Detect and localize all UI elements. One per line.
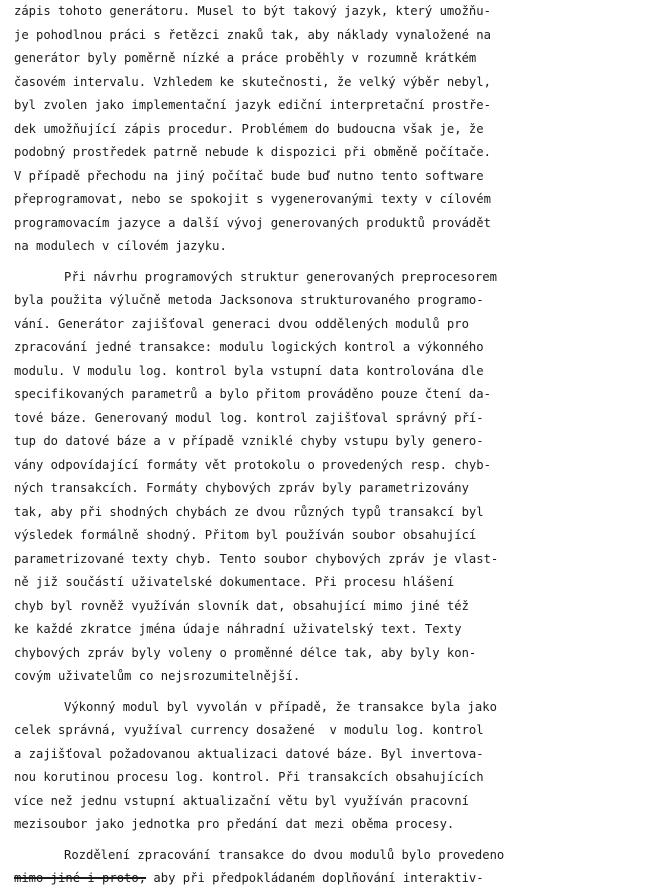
text-line: je pohodlnou práci s řetězci znaků tak, aby náklady vynaložené na [14,27,491,42]
text-line: vání. Generátor zajišťoval generaci dvou oddělených modulů pro [14,316,469,331]
text-line: časovém intervalu. Vzhledem ke skutečnosti, že velký výběr nebyl, [14,74,491,89]
text-line: a zajišťoval požadovanou aktualizaci datové báze. Byl invertova- [14,746,484,761]
text-line: byla použita výlučně metoda Jacksonova strukturovaného programo- [14,293,484,307]
text-line: byl zvolen jako implementační jazyk ediční interpretační prostře- [14,98,491,112]
paragraph-2 [14,266,641,689]
text-line: dek umožňující zápis procedur. Problémem do budoucna však je, že [14,121,484,136]
text-line: V případě přechodu na jiný počítač bude buď nutno tento software [14,168,484,183]
text-line: generátor byly poměrně nízké a práce proběhly v rozumně krátkém [14,51,477,65]
text-line: mezisoubor jako jednotka pro předání dat mezi oběma procesy. [14,817,455,831]
text-line: chybových zpráv byly voleny o proměnné délce tak, aby byly kon- [14,645,477,660]
text-line: vány odpovídající formáty vět protokolu o provedených resp. chyb- [14,457,491,472]
text-line: Rozdělení zpracování transakce do dvou modulů bylo provedeno [64,847,505,862]
text-line: ných transakcích. Formáty chybových zpráv byly parametrizovány [14,481,469,495]
text-line: zpracování jedné transakce: modulu logických kontrol a výkonného [14,340,484,354]
text-line: zápis tohoto generátoru. Musel to být takový jazyk, který umožňu- [14,4,491,18]
text-line: parametrizované texty chyb. Tento soubor chybových zpráv je vlast- [14,551,499,566]
text-line: modulu. V modulu log. kontrol byla vstupní data kontrolována dle [14,363,484,378]
text-line: specifikovaných parametrů a bylo přitom prováděno pouze čtení da- [14,387,491,401]
text-line: celek správná, využíval currency dosažené v modulu log. kontrol [14,723,484,737]
text-line: Při návrhu programových struktur generovaných preprocesorem [64,269,497,284]
text-line-with-strikeout [14,867,641,891]
text-line: výsledek formálně shodný. Přitom byl používán soubor obsahující [14,528,477,542]
paragraph-3 [14,696,641,837]
text-line: více než jednu vstupní aktualizační větu byl využíván pracovní [14,793,469,808]
text-line: nou korutinou procesu log. kontrol. Při transakcích obsahujících [14,770,484,784]
paragraph-4 [14,844,641,891]
text-line: tup do datové báze a v případě vzniklé chyby vstupu byly genero- [14,434,484,448]
text-line: programovacím jazyce a další vývoj generovaných produktů provádět [14,215,491,230]
text-line: covým uživatelům co nejsrozumitelnější. [14,669,301,683]
struck-out-text: mimo jiné i proto, [14,871,147,885]
text-line-remainder: aby při předpokládaném doplňování interaktiv- [146,871,484,885]
text-line: přeprogramovat, nebo se spokojit s vygenerovanými texty v cílovém [14,192,491,206]
text-line: chyb byl rovněž využíván slovník dat, obsahující mimo jiné též [14,598,469,613]
text-line: podobný prostředek patrně nebude k dispozici při obměně počítače. [14,145,491,159]
paragraph-1 [14,0,641,259]
text-line: Výkonný modul byl vyvolán v případě, že transakce byla jako [64,699,497,714]
text-line: ke každé zkratce jména údaje náhradní uživatelský text. Texty [14,622,462,636]
text-line: ně již součástí uživatelské dokumentace. Při procesu hlášení [14,575,455,589]
text-line: na modulech v cílovém jazyku. [14,239,227,253]
text-line: tové báze. Generovaný modul log. kontrol zajišťoval správný pří- [14,410,484,425]
text-line: tak, aby při shodných chybách ze dvou různých typů transakcí byl [14,504,484,519]
